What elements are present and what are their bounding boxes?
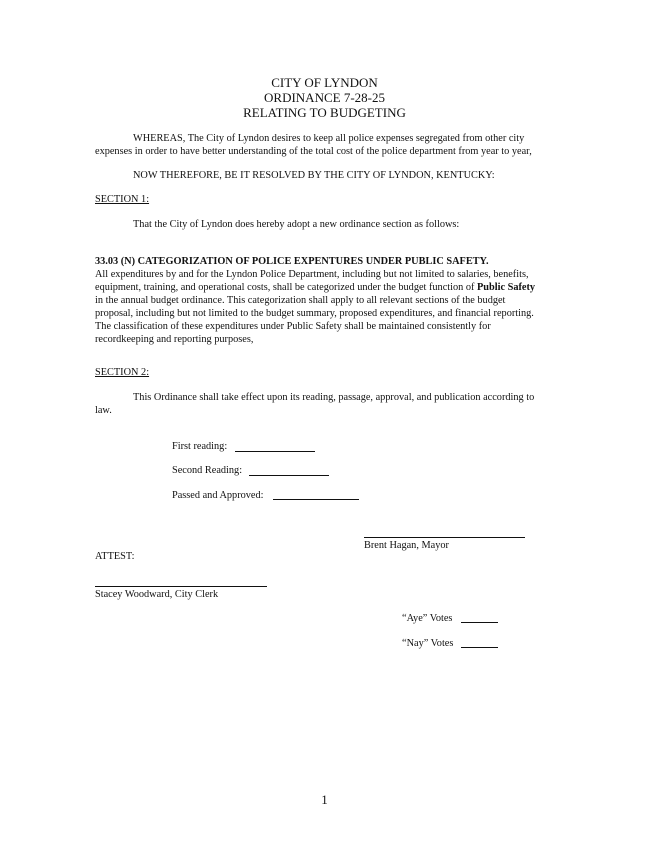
ordinance-section-line-6: recordkeeping and reporting purposes, — [95, 334, 254, 345]
ordinance-section-line-5: The classification of these expenditures under Public Safety shall be maintained consistently for — [95, 321, 491, 332]
nay-votes-label: “Nay” Votes — [402, 638, 454, 649]
mayor-name: Brent Hagan, Mayor — [364, 540, 449, 551]
ordinance-section-line-1: All expenditures by and for the Lyndon Police Department, including but not limited to salaries, benefits, — [95, 269, 529, 280]
aye-votes-label: “Aye” Votes — [402, 613, 453, 624]
ordinance-section-line-2-text: equipment, training, and operational costs, shall be categorized under the budget function of — [95, 282, 478, 293]
passed-approved-label: Passed and Approved: — [172, 490, 264, 501]
ordinance-number: ORDINANCE 7-28-25 — [264, 90, 385, 105]
ordinance-section-line-3: in the annual budget ordinance. This categorization shall apply to all relevant sections of the budget — [95, 295, 506, 306]
ordinance-section-heading: 33.03 (N) CATEGORIZATION OF POLICE EXPENTURES UNDER PUBLIC SAFETY. — [95, 256, 489, 267]
first-reading-blank — [235, 451, 315, 452]
ordinance-section-line-4: proposal, including but not limited to the budget summary, proposed expenditures, and financial reporting. — [95, 308, 534, 319]
clerk-signature-line — [95, 586, 267, 587]
mayor-signature-line — [364, 537, 525, 538]
ordinance-section-line-2 — [95, 281, 535, 294]
attest-label: ATTEST: — [95, 551, 135, 562]
aye-votes-blank — [461, 622, 498, 623]
resolved-clause: NOW THEREFORE, BE IT RESOLVED BY THE CITY OF LYNDON, KENTUCKY: — [133, 170, 495, 181]
section-2-line-1: This Ordinance shall take effect upon its reading, passage, approval, and publication according to — [133, 392, 535, 403]
section-2-heading: SECTION 2: — [95, 367, 150, 378]
section-1-text: That the City of Lyndon does hereby adopt a new ordinance section as follows: — [133, 219, 460, 230]
whereas-line-1: WHEREAS, The City of Lyndon desires to keep all police expenses segregated from other city — [133, 133, 525, 144]
first-reading-label: First reading: — [172, 441, 228, 452]
clerk-name: Stacey Woodward, City Clerk — [95, 589, 219, 600]
section-1-heading: SECTION 1: — [95, 194, 150, 205]
city-title: CITY OF LYNDON — [271, 75, 378, 90]
second-reading-label: Second Reading: — [172, 465, 243, 476]
whereas-line-2: expenses in order to have better understanding of the total cost of the police department from year to year, — [95, 146, 532, 157]
ordinance-subject: RELATING TO BUDGETING — [243, 105, 406, 120]
nay-votes-blank — [461, 647, 498, 648]
section-2-line-2: law. — [95, 405, 112, 416]
passed-approved-blank — [273, 499, 359, 500]
second-reading-blank — [249, 475, 329, 476]
page-number: 1 — [321, 792, 328, 807]
public-safety-bold: Public Safety — [477, 282, 536, 293]
